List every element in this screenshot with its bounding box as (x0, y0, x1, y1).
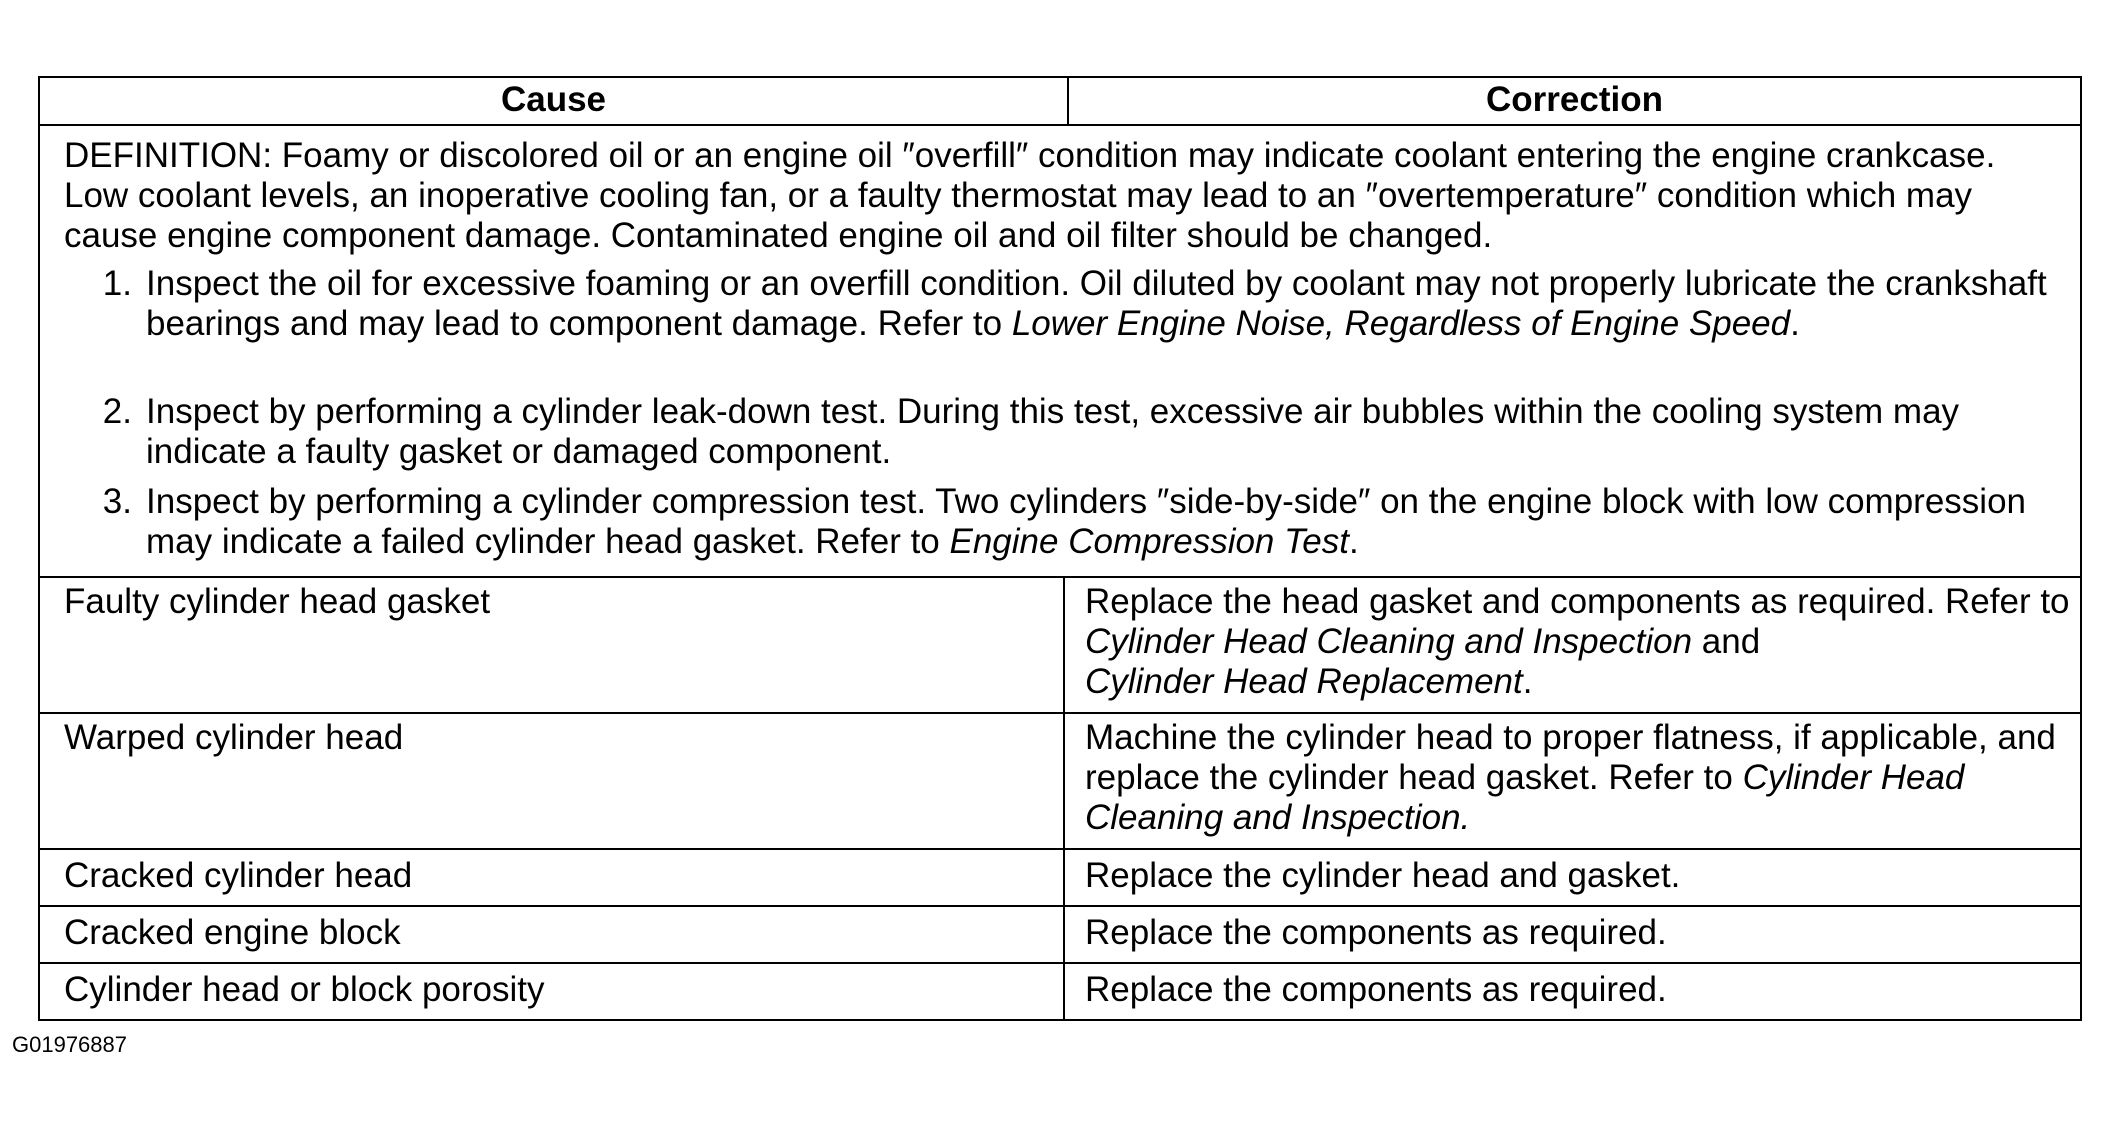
step-body: Inspect the oil for excessive foaming or an overfill condition. Oil diluted by coolant may not properly lubricate the crankshaft bearings and may lead to component damage. Refer to (146, 264, 2047, 343)
table-row (40, 848, 2080, 905)
cause-text: Cracked engine block (64, 913, 401, 952)
cause-cell (40, 578, 1065, 712)
cause-text: Cracked cylinder head (64, 856, 413, 895)
step-reference: Lower Engine Noise, Regardless of Engine Speed (1011, 304, 1791, 343)
correction-cell (1065, 964, 2080, 1019)
step-item (64, 264, 2056, 344)
step-body: Inspect by performing a cylinder compression test. Two cylinders ″side-by-side″ on the engine block with low compression may indicate a failed cylinder head gasket. Refer to (146, 482, 2027, 561)
step-item (64, 392, 2056, 472)
definition-row (40, 124, 2080, 576)
cause-cell (40, 850, 1065, 905)
step-number: 1. (102, 264, 132, 303)
correction-reference: Cylinder Head Cleaning and Inspection (1085, 622, 1693, 661)
table-header-row (40, 78, 2080, 124)
definition-steps (64, 264, 2056, 562)
step-number: 3. (102, 482, 132, 521)
table-row (40, 712, 2080, 848)
table-row (40, 576, 2080, 712)
correction-reference: Cylinder Head Cleaning and Inspection. (1085, 758, 1965, 837)
step-text: Inspect by performing a cylinder leak-down test. During this test, excessive air bubbles within the cooling system may indicate a faulty gasket or damaged component. (146, 392, 1960, 471)
correction-reference: Cylinder Head Replacement (1085, 662, 1523, 701)
correction-text: Replace the components as required. (1085, 970, 1667, 1009)
correction-body: Machine the cylinder head to proper flatness, if applicable, and replace the cylinder head gasket. Refer to (1085, 718, 2056, 797)
correction-text (1065, 582, 2080, 702)
step-item (64, 482, 2056, 562)
definition-text: DEFINITION: Foamy or discolored oil or an engine oil ″overfill″ condition may indicate coolant entering the engine crankcase. Low coolant levels, an inoperative cooling fan, or a faulty thermostat may lead to an ″overtemperature″ condition which may cause engine component damage. Contaminated engine oil and oil filter should be changed. (64, 136, 1996, 255)
correction-text: Replace the components as required. (1085, 913, 1667, 952)
cause-text: Faulty cylinder head gasket (64, 582, 491, 621)
cause-cell (40, 907, 1065, 962)
table-row (40, 905, 2080, 962)
correction-body: Replace the head gasket and components as required. Refer to (1085, 582, 2070, 621)
cause-cell (40, 964, 1065, 1019)
step-text (146, 264, 2056, 344)
figure-id: G01976887 (12, 1032, 127, 1057)
step-text (146, 482, 2056, 562)
cause-text: Cylinder head or block porosity (64, 970, 545, 1009)
correction-text (1065, 718, 2080, 838)
correction-cell (1065, 850, 2080, 905)
correction-cell (1065, 578, 2080, 712)
step-tail: . (1348, 522, 1359, 561)
correction-cell (1065, 907, 2080, 962)
table-row (40, 962, 2080, 1019)
header-correction: Correction (1486, 80, 1663, 119)
diagnostic-table (38, 76, 2082, 1021)
correction-cell (1065, 714, 2080, 848)
step-reference: Engine Compression Test (949, 522, 1349, 561)
step-number: 2. (102, 392, 132, 431)
definition-cell (40, 126, 2080, 576)
correction-connector: and (1692, 622, 1761, 661)
header-cause: Cause (40, 78, 1069, 124)
cause-cell (40, 714, 1065, 848)
step-tail: . (1790, 304, 1800, 343)
cause-text: Warped cylinder head (64, 718, 404, 757)
correction-text: Replace the cylinder head and gasket. (1085, 856, 1681, 895)
correction-tail: . (1522, 662, 1533, 701)
